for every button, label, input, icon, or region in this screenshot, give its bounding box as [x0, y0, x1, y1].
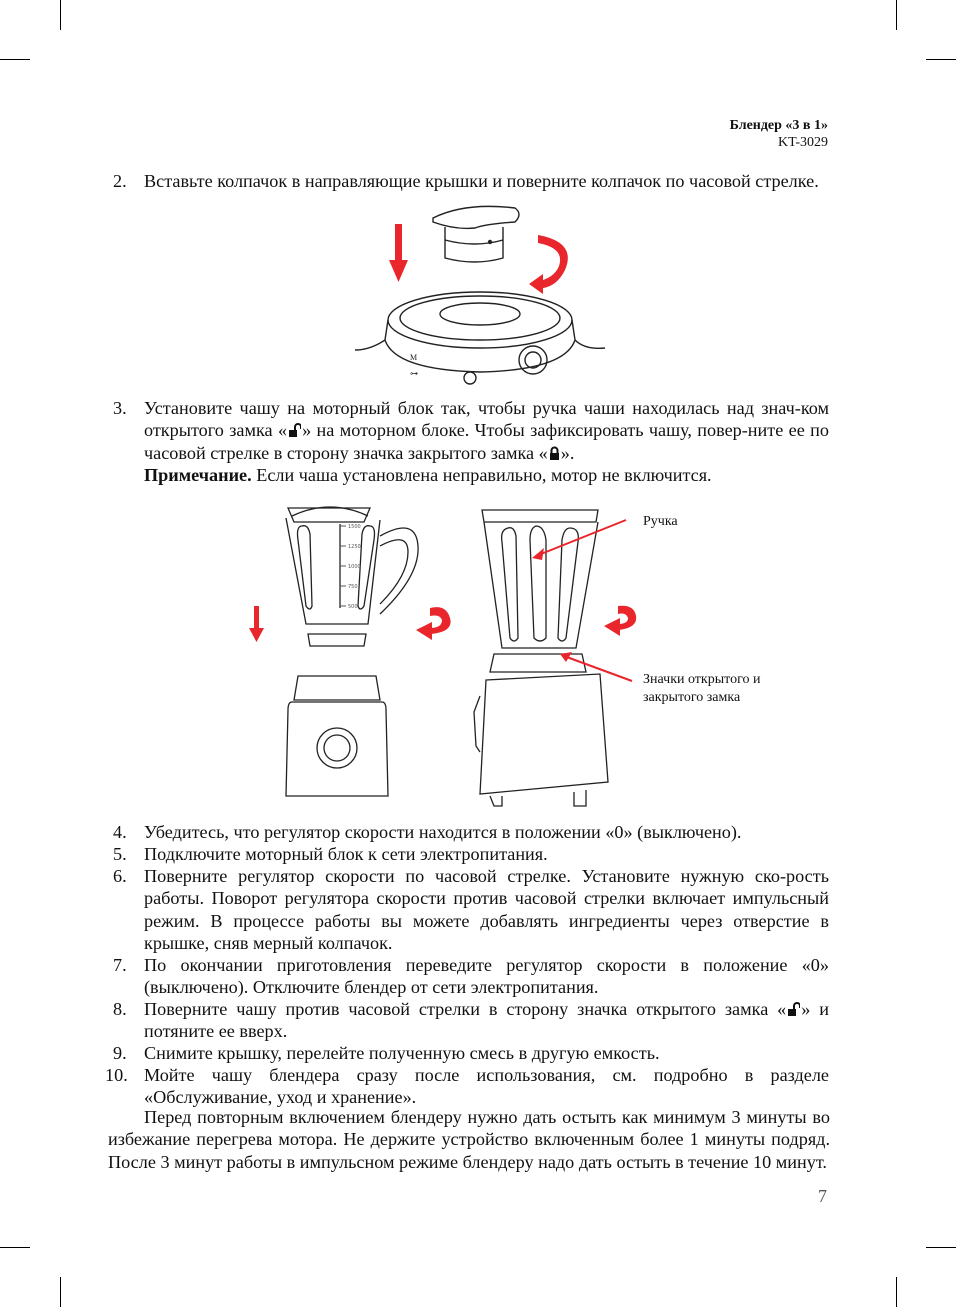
scale-label: 500 — [348, 604, 358, 610]
header-title: Блендер «3 в 1» — [729, 118, 828, 133]
step-number: 3. — [113, 398, 127, 418]
step-number: 8. — [113, 999, 127, 1019]
callout-locks: Значки открытого и закрытого замка — [643, 672, 761, 705]
crop-mark — [0, 59, 30, 60]
step-text-part: Установите чашу на моторный блок так, чтобы ручка чаши находилась над знач-ком открытого замка « — [144, 398, 829, 441]
final-paragraph: Перед повторным включением блендеру нужно дать остыть как минимум 3 минуты во избежание перегрева мотора. Не держите устройство включенным более 1 минуты подряд. После 3 минут работы в импульсном режиме блендеру надо дать остыть в течение 10 минут. — [108, 1107, 830, 1172]
crop-mark — [926, 59, 956, 60]
step-number: 5. — [113, 844, 127, 864]
step-number: 9. — [113, 1043, 127, 1063]
header-model: KT-3029 — [777, 135, 828, 150]
step-number: 6. — [113, 866, 127, 886]
page-number: 7 — [818, 1186, 827, 1206]
step-text — [144, 998, 829, 1043]
step-text-part: » и потяните ее вверх. — [144, 999, 829, 1042]
step-text: Убедитесь, что регулятор скорости находится в положении «0» (выключено). — [144, 822, 742, 842]
crop-mark — [896, 0, 897, 30]
crop-mark — [896, 1277, 897, 1307]
crop-mark — [926, 1247, 956, 1248]
step-text-part: » на моторном блоке. Чтобы зафиксировать чашу, повер-ните ее по часовой стрелке в сторону значка закрытого замка « — [144, 420, 829, 463]
step-text: По окончании приготовления переведите регулятор скорости в положение «0» (выключено). Отключите блендер от сети электропитания. — [144, 955, 829, 998]
note-label: Примечание. — [144, 465, 252, 486]
open-lock-icon — [787, 1002, 800, 1017]
svg-text:M: M — [410, 353, 418, 362]
crop-mark — [60, 0, 61, 30]
scale-label: 1500 — [348, 524, 361, 530]
scale-label: 1250 — [348, 544, 361, 550]
step-text: Мойте чашу блендера сразу после использования, см. подробно в разделе «Обслуживание, уход и хранение». — [144, 1065, 829, 1108]
step-text — [144, 397, 829, 487]
open-lock-icon — [288, 423, 301, 438]
note-text: Если чаша установлена неправильно, мотор не включится. — [251, 465, 712, 486]
step-text-part: Поверните чашу против часовой стрелки в сторону значка открытого замка « — [144, 999, 787, 1019]
step-number: 10. — [105, 1065, 128, 1085]
step-number: 2. — [113, 171, 127, 191]
step-text: Поверните регулятор скорости по часовой стрелке. Установите нужную ско-рость работы. Поворот регулятора скорости против часовой стрелки включает импульсный режим. В процессе работы вы можете добавлять ингредиенты через отверстие в крышке, сняв мерный колпачок. — [144, 866, 829, 954]
scale-label: 750 — [348, 584, 358, 590]
step-text-part: ». — [560, 442, 575, 463]
crop-mark — [0, 1247, 30, 1248]
step-number: 4. — [113, 822, 127, 842]
svg-text:⊶: ⊶ — [410, 369, 418, 378]
callout-handle: Ручка — [643, 514, 678, 529]
step-number: 7. — [113, 955, 127, 975]
step-text: Подключите моторный блок к сети электропитания. — [144, 844, 548, 864]
figure-blender-assembly — [240, 496, 660, 814]
step-text: Вставьте колпачок в направляющие крышки и поверните колпачок по часовой стрелке. — [144, 171, 819, 191]
figure-cap-lid — [355, 200, 605, 396]
closed-lock-icon — [549, 446, 560, 461]
scale-label: 1000 — [348, 564, 361, 570]
crop-mark — [60, 1277, 61, 1307]
step-text: Снимите крышку, перелейте полученную смесь в другую емкость. — [144, 1043, 660, 1063]
